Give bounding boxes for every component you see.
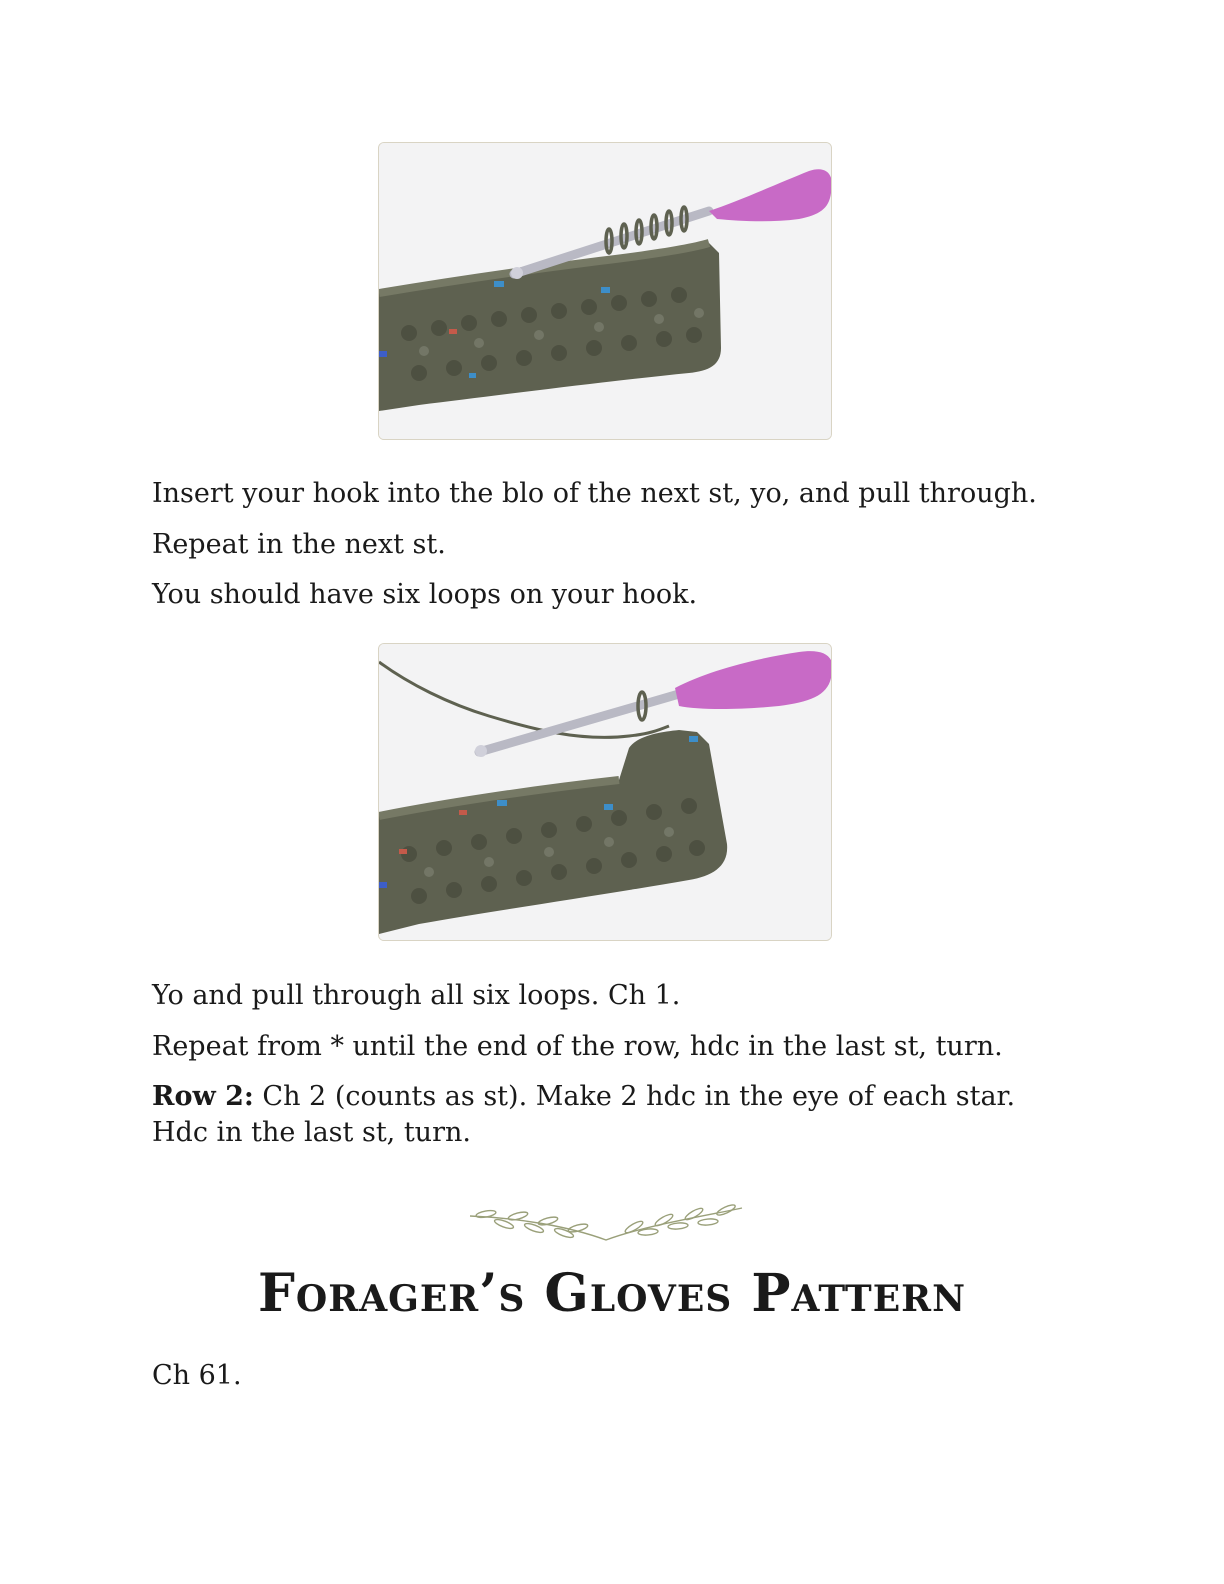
instruction-repeat-from-star: Repeat from * until the end of the row, hdc in the last st, turn. — [152, 1031, 1003, 1062]
crochet-photo-1 — [378, 142, 832, 440]
instruction-ch-61: Ch 61. — [152, 1360, 242, 1391]
instruction-insert-hook: Insert your hook into the blo of the next st, yo, and pull through. — [152, 478, 1037, 509]
leaf-divider-ornament — [468, 1204, 744, 1248]
crochet-swatch-illustration-2 — [379, 644, 832, 941]
crochet-swatch-illustration-1 — [379, 143, 832, 440]
instruction-yo-pull-through: Yo and pull through all six loops. Ch 1. — [152, 980, 681, 1011]
row-2-label: Row 2: — [152, 1081, 254, 1112]
crochet-photo-2 — [378, 643, 832, 941]
section-title: Forager’s Gloves Pattern — [258, 1263, 966, 1324]
instruction-repeat-next: Repeat in the next st. — [152, 529, 446, 560]
instruction-six-loops: You should have six loops on your hook. — [152, 579, 698, 610]
instruction-row-2 — [152, 1079, 1072, 1151]
row-2-text: Ch 2 (counts as st). Make 2 hdc in the eye of each star. Hdc in the last st, turn. — [152, 1081, 1016, 1148]
